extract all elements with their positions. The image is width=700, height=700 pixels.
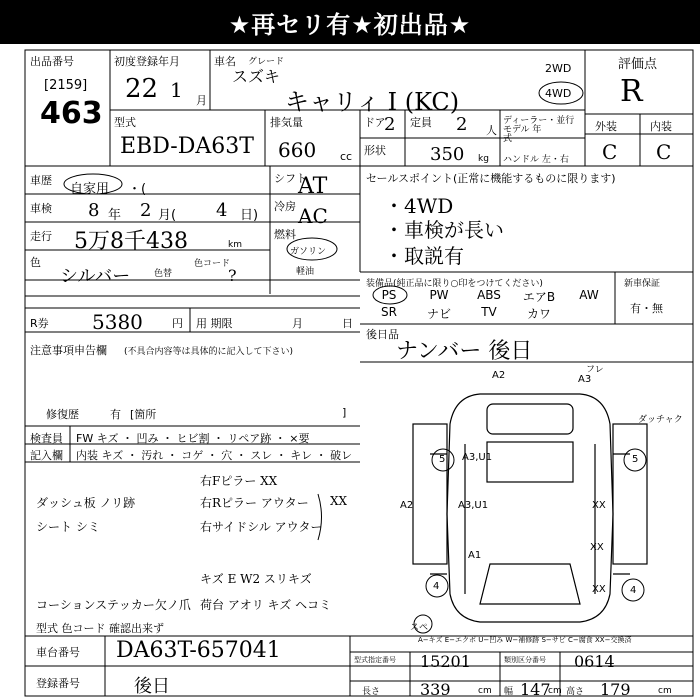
remark-9: 荷台 アオリ キズ ヘコミ <box>200 598 332 612</box>
equipment-title: 装備品(純正品に限り○印をつけてください) <box>366 279 543 289</box>
ticket-unit: 円 <box>172 317 183 330</box>
reg-month-unit: 月 <box>196 94 207 107</box>
mark-a2-side: A2 <box>400 500 414 511</box>
sales-line-3: ・取説有 <box>384 244 464 268</box>
equip-airbag: エアB <box>522 290 556 304</box>
until-month: 月 <box>292 317 303 330</box>
car-history-circle <box>62 172 124 196</box>
sales-title: セールスポイント(正常に機能するものに限ります) <box>366 172 616 185</box>
lot-number: 463 <box>40 96 103 131</box>
model-year-label: モデル 年式 <box>503 125 542 144</box>
maker: スズキ <box>232 67 281 86</box>
car-diagram <box>395 364 690 634</box>
insp-year: 8 <box>88 200 100 221</box>
mark-a3u1-upper: A3,U1 <box>462 452 493 463</box>
spec-no: 15201 <box>420 652 471 671</box>
fuel-label: 燃料 <box>274 228 296 241</box>
equip-ps: PS <box>381 288 397 302</box>
ticket-value: 5380 <box>92 310 143 334</box>
repair-close: ] <box>342 406 347 419</box>
mark-a3u1-lower: A3,U1 <box>458 500 489 511</box>
banner: ★再セリ有★初出品★ <box>0 0 700 44</box>
rear-value: ナンバー 後日 <box>396 339 533 364</box>
remark-5: シート シミ <box>36 520 100 534</box>
cc-unit: cc <box>340 150 353 163</box>
until-day: 日 <box>342 317 353 330</box>
capacity-unit: 人 <box>486 124 497 137</box>
remark-10: 型式 色コード 確認出来ず <box>36 622 164 635</box>
handle-label: ハンドル 左・右 <box>503 155 569 165</box>
lot-code: [2159] <box>44 78 88 93</box>
wheel-rr-mark: 4 <box>630 585 637 596</box>
color-code: ? <box>228 266 237 285</box>
entry-row: 内装 キズ ・ 汚れ ・ コゲ ・ 穴 ・ スレ ・ キレ ・ 破レ <box>76 449 353 462</box>
insp-day-unit: 日) <box>240 208 259 223</box>
mark-a3-top: A3 <box>578 374 592 385</box>
class-no-label: 類別区分番号 <box>504 656 546 664</box>
inspection-label: 車検 <box>30 202 52 215</box>
capacity-label: 定員 <box>410 116 432 129</box>
entry-label: 記入欄 <box>30 449 63 462</box>
length-value: 339 <box>420 680 451 699</box>
ac-value: AC <box>298 204 328 228</box>
notes-label: 注意事項申告欄 <box>30 344 107 357</box>
width-value: 147 <box>520 680 551 699</box>
insp-month: 2 <box>140 200 152 221</box>
remark-4: XX <box>330 494 348 508</box>
mark-dent-note: ダッチャク <box>638 415 683 425</box>
reg-number-label: 登録番号 <box>36 677 80 690</box>
cc-value: 660 <box>278 138 317 162</box>
repair-value: 有 <box>110 408 121 421</box>
interior-label: 内装 <box>650 120 672 133</box>
capacity-value: 2 <box>456 114 468 135</box>
rating-value: R <box>620 74 643 109</box>
height-unit: cm <box>658 686 672 696</box>
rear-label: 後日品 <box>366 328 399 341</box>
wheel-rl-mark: 4 <box>433 581 440 592</box>
drive-2wd: 2WD <box>545 62 572 75</box>
cc-label: 排気量 <box>270 116 303 129</box>
grade-label: グレード <box>248 57 285 67</box>
mileage: 5万8千438 <box>74 229 188 254</box>
sales-line-2: ・車検が長い <box>384 218 504 242</box>
mileage-unit: km <box>228 240 242 250</box>
mark-xx-3: XX <box>592 584 606 595</box>
mark-xx-1: XX <box>592 500 606 511</box>
notes-sub: (不具合内容等は具体的に記入して下さい) <box>124 347 294 357</box>
ps-circle <box>370 284 410 306</box>
doors-value: 2 <box>384 114 396 135</box>
reg-number: 後日 <box>134 676 170 697</box>
exterior-label: 外装 <box>595 120 617 133</box>
length-label: 長さ <box>362 687 381 697</box>
repair-label: 修復歴 <box>46 408 79 421</box>
equip-navi: ナビ <box>426 307 451 321</box>
reg-month: 1 <box>170 78 183 102</box>
insp-month-unit: 月( <box>158 208 177 223</box>
doors-label: ドア <box>364 116 386 129</box>
fuel-light: 軽油 <box>296 267 315 277</box>
color-label: 色 <box>30 256 41 269</box>
equip-pw: PW <box>429 288 449 302</box>
remark-1: 右Fピラー XX <box>200 474 278 488</box>
inspector-label: 検査員 <box>30 432 63 445</box>
car-history: 自家用 <box>70 182 110 197</box>
car-name-label: 車名 <box>214 55 236 68</box>
mark-xx-2: XX <box>590 542 604 553</box>
reg-date-label: 初度登録年月 <box>114 55 180 68</box>
equip-sr: SR <box>381 305 397 319</box>
model-name: キャリィ I (KC) <box>285 88 460 116</box>
color-change-label: 色替 <box>154 269 173 279</box>
load-value: 350 <box>430 144 465 165</box>
mileage-label: 走行 <box>30 230 52 243</box>
ticket-label: R券 <box>30 317 49 330</box>
color-value: シルバー <box>60 266 131 287</box>
drive-4wd: 4WD <box>545 87 572 100</box>
exterior-grade: C <box>602 140 618 164</box>
rating-label: 評価点 <box>618 57 658 72</box>
height-label: 高さ <box>566 687 585 697</box>
class-no: 0614 <box>574 652 615 671</box>
mark-spare: スペ <box>410 623 429 633</box>
equip-aw: AW <box>579 288 599 302</box>
car-history-label: 車歴 <box>30 174 52 187</box>
wheel-fl-mark: 5 <box>439 454 446 465</box>
inspector-row: FW キズ ・ 凹み ・ ヒビ割 ・ リペア跡 ・ ×要 <box>76 432 310 445</box>
auction-sheet <box>0 44 700 700</box>
reg-year: 22 <box>125 74 159 104</box>
chassis-label: 車台番号 <box>36 646 80 659</box>
damage-legend: A−キズ E−エクボ U−凹み W−補修跡 S−サビ C−腐食 XX−交換済 <box>418 636 632 644</box>
type-value: EBD-DA63T <box>120 134 254 159</box>
color-code-label: 色コード <box>194 259 231 269</box>
width-label: 幅 <box>504 687 514 697</box>
fuel-gas-circle <box>284 236 340 262</box>
shape-label: 形状 <box>364 144 386 157</box>
remark-2: ダッシュ板 ノリ跡 <box>36 496 136 510</box>
dealer-label: ディーラー・並行 <box>503 116 575 126</box>
width-unit: cm <box>548 686 562 696</box>
chassis-number: DA63T-657041 <box>116 638 281 663</box>
insp-year-unit: 年 <box>108 208 122 223</box>
mark-frame: フレ <box>586 365 604 375</box>
remark-3: 右Rピラー アウター <box>200 496 309 510</box>
remark-7: キズ E W2 スリキズ <box>200 572 312 586</box>
sales-line-1: ・4WD <box>384 194 454 218</box>
height-value: 179 <box>600 680 631 699</box>
car-history-extra: ・( <box>128 182 147 197</box>
drive-4wd-circle <box>536 80 586 106</box>
wheel-fr-mark: 5 <box>632 454 639 465</box>
mark-a2-top: A2 <box>492 370 506 381</box>
remark-6: 右サイドシル アウター <box>200 520 323 534</box>
interior-grade: C <box>656 140 672 164</box>
warranty-value: 有・無 <box>630 302 663 315</box>
lot-label: 出品番号 <box>30 55 74 68</box>
fuel-gas: ガソリン <box>290 247 327 257</box>
shift-label: シフト <box>274 172 307 185</box>
load-unit: kg <box>478 154 489 164</box>
remark-bracket <box>315 492 329 542</box>
type-label: 型式 <box>114 116 136 129</box>
equip-tv: TV <box>481 305 497 319</box>
equip-abs: ABS <box>477 288 501 302</box>
equip-leather: カワ <box>526 307 551 321</box>
repair-place: [箇所 <box>130 408 157 421</box>
shift-value: AT <box>298 174 328 199</box>
length-unit: cm <box>478 686 492 696</box>
until-label: 用 期限 <box>196 317 233 330</box>
remark-8: コーションステッカー欠ノ爪 <box>36 598 191 612</box>
spec-no-label: 型式指定番号 <box>354 656 396 664</box>
ac-label: 冷房 <box>274 200 296 213</box>
mark-a1: A1 <box>468 550 482 561</box>
insp-day: 4 <box>216 200 228 221</box>
warranty-label: 新車保証 <box>624 279 661 289</box>
